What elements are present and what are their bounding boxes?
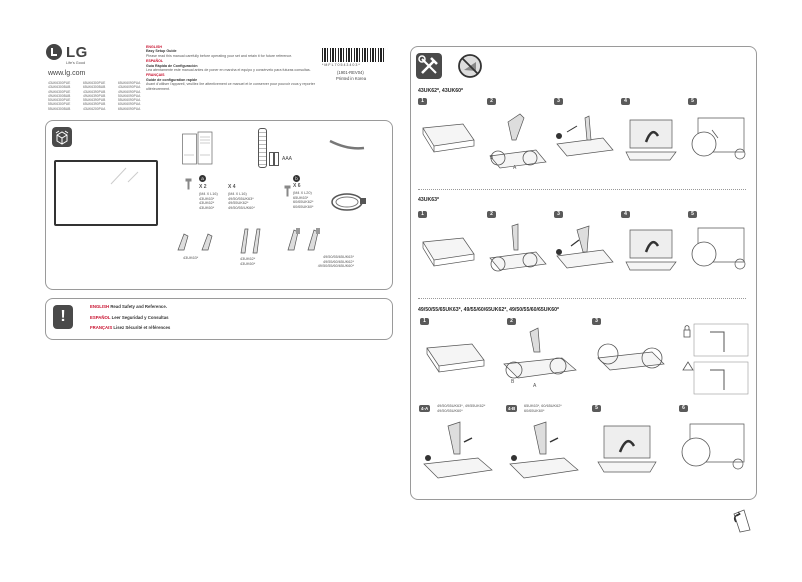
step-4b-models: 65UK63*, 60/65UK62* 60/65UK60* bbox=[524, 404, 562, 413]
guide-french-label: FRANÇAIS bbox=[146, 73, 165, 78]
manuals-icon bbox=[182, 131, 214, 167]
screw-a-specs: (M4 X L16) 43UK63* 43UK62* 43UK60* bbox=[199, 192, 218, 210]
step2-illustration bbox=[486, 110, 548, 176]
step-5-s2: 5 bbox=[688, 211, 697, 218]
label-b-3: B bbox=[511, 379, 515, 385]
label-a-3: A bbox=[533, 383, 537, 389]
screw-a-marker: a bbox=[199, 175, 206, 182]
step-3-s2: 3 bbox=[554, 211, 563, 218]
website: www.lg.com bbox=[48, 70, 86, 77]
guide-french-title: Guide de configuration rapide bbox=[146, 77, 198, 82]
guide-spanish-label: ESPAÑOL bbox=[146, 59, 164, 64]
guide-spanish-text: Lea atentamente este manual antes de poner en marcha el equipo y consérvelo para futuras consultas. bbox=[146, 68, 311, 73]
section-3-title: 49/50/55/65UK63*, 49/55/60/65UK62*, 49/50/55/60/65UK60* bbox=[418, 307, 560, 313]
cable-icon bbox=[328, 138, 366, 152]
s2-step5-illustration bbox=[688, 222, 748, 278]
step-1-s2: 1 bbox=[418, 211, 427, 218]
model-list-col-1: 43UK6300PUE 43UK6300BUB 49UK6300PUE 49UK6300BUB 50UK6300PUE 55UK6300PUE 55UK6300BUB bbox=[48, 81, 71, 111]
step-4b: 4-B bbox=[508, 406, 516, 411]
guide-english-label: ENGLISH bbox=[146, 45, 162, 49]
guide-spanish-title: Guía Rápida de Configuración bbox=[146, 63, 198, 68]
safety-es: ESPAÑOL Leer Seguridad y Consultas bbox=[90, 315, 169, 320]
barcode-revision: (1901-REV04) bbox=[337, 70, 364, 75]
stand-1-icon bbox=[172, 230, 222, 252]
step-4: 4 bbox=[621, 98, 630, 105]
step-4a: 4-A bbox=[421, 406, 429, 411]
screw-icon-b bbox=[284, 184, 291, 196]
step-3-s3: 3 bbox=[592, 318, 601, 325]
no-cloth-icon bbox=[457, 53, 483, 79]
screw-4-specs: (M4 X L16) 49/50/55UK63* 49/55UK62* 49/50/55/UK60* bbox=[228, 192, 255, 210]
s2-step2-illustration bbox=[486, 222, 548, 278]
step1-illustration bbox=[418, 118, 478, 158]
step-1-s3: 1 bbox=[420, 318, 429, 325]
tools-icon bbox=[416, 53, 442, 79]
guide-english-title: Easy Setup Guide bbox=[146, 49, 177, 54]
lg-logo-mark bbox=[51, 48, 57, 56]
stand-3-icon bbox=[284, 226, 328, 252]
barcode bbox=[322, 48, 384, 62]
step-4a-models: 49/50/55UK63*, 49/55UK62* 49/50/55UK60* bbox=[437, 404, 486, 413]
step5-illustration bbox=[688, 110, 748, 168]
guide-text bbox=[146, 45, 316, 91]
label-a-1: A bbox=[513, 165, 517, 171]
step-4-s2: 4 bbox=[621, 211, 630, 218]
remote-icon bbox=[258, 128, 267, 168]
warning-icon: ! bbox=[53, 305, 73, 329]
model-list-col-3: 65UK6090PUA 43UK6090PUA 49UK6090PUA 50UK6090PUA 55UK6090PUA 60UK6090PUA 65UK6090PUA bbox=[118, 81, 141, 111]
stand-2-icon bbox=[236, 227, 266, 255]
power-cord-icon bbox=[327, 190, 369, 214]
step-3: 3 bbox=[554, 98, 563, 105]
step-5: 5 bbox=[688, 98, 697, 105]
screw-b-specs: (M4 X L20) 65UK63* 60/65UK62* 60/65UK60* bbox=[293, 191, 314, 209]
stand-2-models: 43UK62* 43UK60* bbox=[240, 257, 256, 266]
safety-fr: FRANÇAIS Lisez Sécurité et références bbox=[90, 325, 171, 330]
step3-illustration bbox=[553, 112, 615, 167]
lock-detail-illustration bbox=[680, 322, 750, 400]
stand-1-models: 43UK63* bbox=[183, 256, 199, 260]
model-list-col-2: 65UK6300PUE 65UK6300BUB 43UK6390PUB 49UK6390PUB 55UK6390PUB 65UK6390PUB 43UK6200PUA bbox=[83, 81, 106, 111]
s3-step4b-illustration bbox=[506, 420, 582, 488]
guide-french-text: Avant d'utiliser l'appareil, veuillez lire attentivement ce manuel et le conserver pour pouvoir vous y reporter ultérieurement. bbox=[146, 82, 315, 91]
step-6-s3: 6 bbox=[679, 405, 688, 412]
battery-icon-2 bbox=[274, 152, 279, 166]
step-2-s2: 2 bbox=[487, 211, 496, 218]
screw-a-count: X 2 bbox=[199, 184, 207, 190]
stand-3-models: 49/50/55/65UK63* 49/55/60/65UK62* 49/50/55/60/65UK60* bbox=[317, 255, 354, 269]
step-2: 2 bbox=[487, 98, 496, 105]
step-2-s3: 2 bbox=[507, 318, 516, 325]
tv-illustration bbox=[54, 160, 158, 226]
page-turn-icon bbox=[730, 508, 754, 534]
s3-step1-illustration bbox=[422, 338, 488, 380]
guide-english-text: Please read this manual carefully before operating your set and retain it for future reference. bbox=[146, 53, 293, 58]
section-1-title: 43UK62*, 43UK60* bbox=[418, 88, 463, 94]
barcode-origin: Printed in Korea bbox=[336, 76, 367, 81]
step4-illustration bbox=[620, 112, 682, 167]
s3-step5-illustration bbox=[592, 420, 662, 480]
screw-icon bbox=[185, 177, 192, 189]
logo-text: LG bbox=[66, 44, 88, 61]
s3-step3-illustration bbox=[594, 330, 668, 382]
batteries-label: AAA bbox=[282, 156, 293, 162]
screw-b-count: X 6 bbox=[293, 183, 301, 189]
separator-2 bbox=[418, 298, 746, 299]
step-5-s3: 5 bbox=[592, 405, 601, 412]
safety-en: ENGLISH Read Safety and Reference. bbox=[90, 304, 167, 309]
screw-4-count: X 4 bbox=[228, 184, 236, 190]
screw-b-marker: b bbox=[293, 175, 300, 182]
box-icon bbox=[52, 127, 72, 147]
s3-step6-illustration bbox=[678, 418, 748, 478]
step-1: 1 bbox=[418, 98, 427, 105]
tagline: Life's Good bbox=[66, 61, 86, 65]
s2-step4-illustration bbox=[620, 224, 682, 276]
s3-step4a-illustration bbox=[420, 420, 496, 488]
s2-step1-illustration bbox=[418, 232, 478, 272]
section-2-title: 43UK63* bbox=[418, 197, 440, 203]
s2-step3-illustration bbox=[553, 222, 615, 277]
label-b-1: B bbox=[490, 155, 494, 161]
barcode-number: * M F L 7 0 5 4 3 4 0 3 * bbox=[322, 63, 360, 67]
separator-1 bbox=[418, 189, 746, 190]
